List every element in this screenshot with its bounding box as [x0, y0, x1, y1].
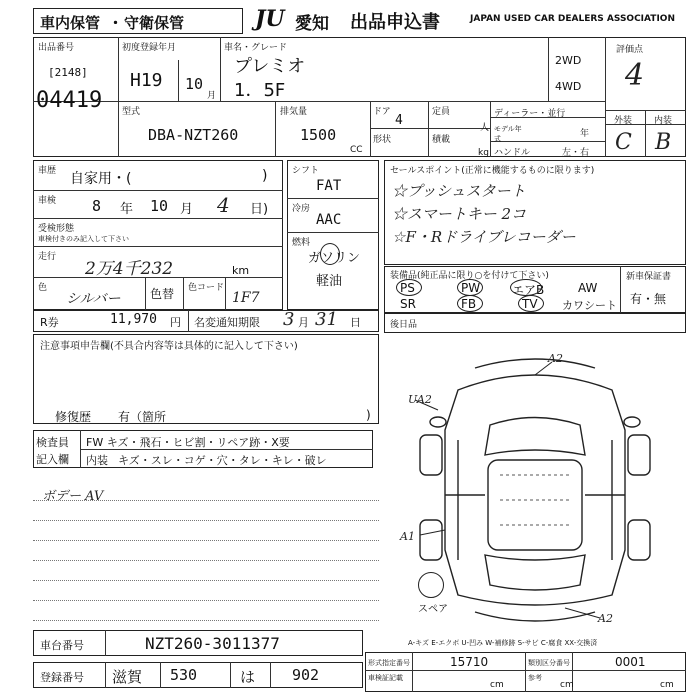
spare-tire-circle [418, 572, 444, 598]
recycle-unit: 円 [170, 316, 181, 329]
color-change-label: 色替 [150, 287, 175, 301]
aftermarket-frame [384, 313, 686, 333]
fuel-diesel: 軽油 [316, 274, 343, 289]
damage-mark-left-rear: A1 [400, 530, 415, 543]
history-label: 車歴 [38, 166, 57, 176]
handle-value: 左・右 [562, 148, 590, 158]
displacement-unit: CC [350, 145, 363, 155]
dealer-label: ディーラー・並行 [494, 109, 566, 119]
inspection-day-unit: 日) [250, 202, 269, 217]
inspection-label: 車検 [38, 196, 57, 206]
spare-label: スペア [418, 604, 448, 615]
aircon-label: 冷房 [292, 204, 311, 214]
color-code-label: 色コード [188, 283, 225, 293]
inspection-day: 4 [217, 193, 230, 217]
remarks-label: 注意事項申告欄(不具合内容等は具体的に記入して下さい) [40, 341, 298, 352]
capacity-unit: 人 [480, 123, 490, 133]
reception-note: 車検付きのみ記入して下さい [38, 235, 129, 243]
registration-year: H19 [130, 70, 163, 91]
equip-pw-circle [457, 279, 483, 296]
doors-value: 4 [395, 113, 403, 128]
entry-small-number: [2148] [48, 66, 88, 79]
inspection-month-unit: 月 [180, 202, 194, 217]
spec-model-value: 15710 [450, 655, 489, 669]
handle-label: ハンドル [494, 148, 531, 158]
fuel-gas: ガソリン [308, 251, 361, 266]
history-value: 自家用・( [70, 171, 132, 187]
notice-day-unit: 日 [350, 316, 361, 329]
equip-tv: TV [522, 297, 538, 311]
interior-grade: B [655, 130, 672, 155]
sales-point-1: ☆プッシュスタート [392, 182, 526, 200]
mileage-label: 走行 [38, 252, 57, 262]
equip-ps-circle [396, 279, 422, 296]
load-unit: kg [478, 148, 489, 158]
equip-ps: PS [400, 281, 415, 295]
spec-size-label: 車検証記載 [368, 674, 403, 682]
spec-model-label: 形式指定番号 [368, 659, 410, 667]
spec-size-unit-1: cm [490, 680, 504, 690]
storage-tab-cabin: 車内保管 [40, 14, 101, 32]
interior-label: 内装 [654, 116, 673, 126]
inspector-label-2: 記入欄 [36, 453, 69, 466]
model-code: DBA-NZT260 [148, 126, 239, 144]
inspection-year-unit: 年 [120, 202, 134, 217]
equip-airbag: エアB [512, 283, 545, 297]
org-name: 愛知 [295, 14, 329, 34]
registration-label: 初度登録年月 [122, 43, 177, 53]
top-info-frame [33, 37, 686, 157]
car-name: プレミオ [234, 56, 306, 77]
exterior-grade: C [615, 130, 632, 155]
warranty-label: 新車保証書 [626, 272, 672, 282]
plate-region: 滋賀 [112, 668, 143, 686]
inspection-month: 10 [150, 197, 169, 215]
reception-label: 受検形態 [38, 224, 75, 234]
ju-logo: JU [255, 6, 285, 32]
damage-mark-front: A2 [548, 352, 563, 365]
exterior-label: 外装 [614, 116, 633, 126]
car-grade: 1．5F [234, 80, 286, 101]
entry-number: 04419 [36, 88, 103, 113]
grade-label: 評価点 [616, 45, 644, 55]
equipment-label: 装備品(純正品に限り○を付けて下さい) [390, 271, 549, 281]
aftermarket-label: 後日品 [390, 320, 418, 330]
body-note: ボデー AV [42, 489, 104, 504]
chassis-label: 車台番号 [40, 639, 84, 652]
spec-size-unit-2: cm [560, 680, 574, 690]
damage-mark-rear: A2 [598, 612, 613, 625]
plate-kana: は [240, 668, 256, 686]
drive-2wd: 2WD [555, 54, 582, 67]
mileage-value: 2万4千232 [85, 259, 174, 279]
entry-number-label: 出品番号 [38, 43, 75, 53]
spec-class-label: 類別区分番号 [528, 659, 570, 667]
displacement-value: 1500 [300, 126, 337, 144]
equip-airbag-circle [510, 279, 545, 297]
plate-number: 902 [292, 666, 320, 684]
fuel-label: 燃料 [292, 238, 311, 248]
storage-tab-guard: 守衛保管 [124, 14, 185, 32]
repair-history-value: 有（箇所 [118, 410, 167, 424]
equip-fb-circle [457, 295, 483, 312]
grade-score: 4 [625, 58, 645, 93]
notice-label: 名変通知期限 [194, 316, 260, 329]
notice-month-unit: 月 [298, 316, 309, 329]
english-org: JAPAN USED CAR DEALERS ASSOCIATION [470, 14, 675, 24]
shift-value: FAT [316, 178, 342, 194]
car-name-label: 車名・グレード [224, 43, 288, 53]
inspector-label: 検査員 [36, 436, 69, 449]
sales-point-3: ☆F・Rドライブレコーダー [392, 228, 576, 246]
model-year-label: モデル年式 [494, 125, 522, 143]
recycle-value: 11,970 [110, 312, 157, 327]
equip-leather: カワシート [562, 299, 617, 312]
drive-4wd: 4WD [555, 80, 582, 93]
inspector-row-1: FW キズ・飛石・ヒビ割・リペア跡・X要 [86, 436, 290, 449]
inspector-row-2-label: 内装 [86, 454, 108, 467]
body-shape-label: 形状 [373, 135, 392, 145]
spec-size-unit-3: cm [660, 680, 674, 690]
equip-sr: SR [400, 297, 416, 311]
equip-fb: FB [461, 297, 477, 311]
plate-label: 登録番号 [40, 671, 84, 684]
registration-month: 10 [185, 75, 204, 93]
damage-legend: A-キズ E-エクボ U-凹み W-補修跡 S-サビ C-腐食 XX-交換済 [408, 639, 598, 647]
notice-month: 3 [283, 309, 295, 330]
fuel-gas-circle [320, 243, 340, 265]
spec-class-value: 0001 [615, 655, 646, 669]
inspection-year: 8 [92, 197, 102, 215]
color-value: シルバー [66, 291, 121, 307]
displacement-label: 排気量 [280, 107, 308, 117]
sales-points-label: セールスポイント(正常に機能するものに限ります) [390, 166, 595, 176]
storage-tab-separator: ・ [108, 14, 124, 32]
color-code: 1F7 [232, 290, 260, 306]
shift-label: シフト [292, 166, 320, 176]
model-code-label: 型式 [122, 107, 141, 117]
color-label: 色 [38, 283, 48, 293]
inspector-row-2: キズ・スレ・コゲ・穴・タレ・キレ・破レ [118, 454, 327, 467]
history-close: ) [262, 168, 268, 184]
plate-class: 530 [170, 666, 198, 684]
damage-mark-left-front: UA2 [408, 393, 432, 406]
model-year-unit: 年 [580, 129, 590, 139]
recycle-label: R券 [40, 316, 59, 329]
repair-history-label: 修復歴 [55, 410, 92, 424]
notice-day: 31 [315, 309, 338, 330]
equip-tv-circle [518, 295, 544, 312]
capacity-label: 定員 [432, 107, 451, 117]
equip-aw: AW [578, 281, 598, 295]
form-title: 出品申込書 [350, 12, 440, 33]
warranty-value: 有・無 [630, 292, 667, 306]
registration-month-unit: 月 [207, 91, 217, 101]
load-label: 積載 [432, 135, 451, 145]
chassis-value: NZT260-3011377 [145, 634, 280, 653]
repair-history-close: ) [366, 408, 371, 422]
sales-point-2: ☆スマートキー 2コ [392, 205, 527, 223]
doors-label: ドア [373, 107, 391, 117]
mileage-unit: km [232, 264, 250, 277]
spec-ref-label: 参考 [528, 674, 542, 682]
aircon-value: AAC [316, 212, 342, 228]
equip-pw: PW [461, 281, 481, 295]
